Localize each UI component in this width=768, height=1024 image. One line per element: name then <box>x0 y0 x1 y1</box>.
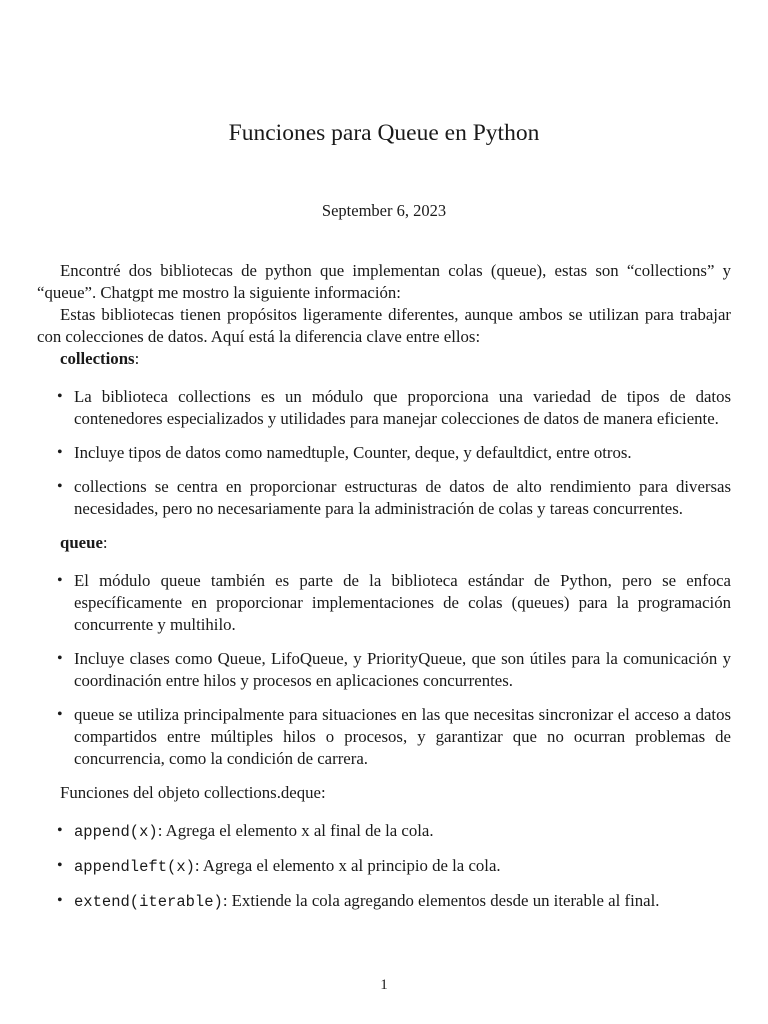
bullet-icon: • <box>57 650 63 667</box>
list-item-text: collections se centra en proporcionar estructuras de datos de alto rendimiento para diversas necesidades, pero no necesariamente para la administración de colas y tareas concurrentes. <box>74 477 731 518</box>
list-item <box>37 890 731 913</box>
function-description: : Agrega el elemento x al final de la cola. <box>157 821 434 840</box>
queue-heading <box>37 532 731 554</box>
list-item <box>37 855 731 878</box>
bullet-icon: • <box>57 478 63 495</box>
list-item <box>37 476 731 520</box>
bullet-icon: • <box>57 444 63 461</box>
function-code: extend(iterable) <box>74 893 223 911</box>
list-item <box>37 386 731 430</box>
collections-list <box>37 386 731 520</box>
list-item <box>37 442 731 464</box>
page-number: 1 <box>380 977 388 993</box>
deque-functions-list <box>37 820 731 913</box>
intro-paragraph-2: Estas bibliotecas tienen propósitos ligeramente diferentes, aunque ambos se utilizan para trabajar con colecciones de datos. Aquí está la diferencia clave entre ellos: <box>37 305 731 346</box>
list-item <box>37 704 731 770</box>
bullet-icon: • <box>57 857 63 874</box>
bullet-icon: • <box>57 572 63 589</box>
collections-heading <box>37 348 731 370</box>
document-body <box>37 260 731 925</box>
list-item-text: La biblioteca collections es un módulo que proporciona una variedad de tipos de datos contenedores especializados y utilidades para manejar colecciones de datos de manera eficiente. <box>74 387 731 428</box>
queue-colon: : <box>102 533 108 552</box>
collections-label: collections <box>60 349 135 368</box>
function-code: append(x) <box>74 823 158 841</box>
list-item <box>37 820 731 843</box>
bullet-icon: • <box>57 388 63 405</box>
bullet-icon: • <box>57 706 63 723</box>
bullet-icon: • <box>57 892 63 909</box>
queue-label: queue <box>60 533 103 552</box>
intro-paragraph-1: Encontré dos bibliotecas de python que implementan colas (queue), estas son “collections” y “queue”. Chatgpt me mostro la siguiente información: <box>37 261 731 302</box>
deque-heading: Funciones del objeto collections.deque: <box>60 783 326 802</box>
function-description: : Extiende la cola agregando elementos desde un iterable al final. <box>222 891 660 910</box>
function-description: : Agrega el elemento x al principio de la cola. <box>194 856 501 875</box>
function-code: appendleft(x) <box>74 858 195 876</box>
queue-list <box>37 570 731 770</box>
document-title: Funciones para Queue en Python <box>228 120 540 146</box>
list-item-text: queue se utiliza principalmente para situaciones en las que necesitas sincronizar el acceso a datos compartidos entre múltiples hilos o procesos, y garantizar que no ocurran problemas de concurrencia, como la condición de carrera. <box>74 705 731 768</box>
list-item <box>37 570 731 636</box>
collections-colon: : <box>134 349 140 368</box>
bullet-icon: • <box>57 822 63 839</box>
list-item <box>37 648 731 692</box>
list-item-text: El módulo queue también es parte de la biblioteca estándar de Python, pero se enfoca específicamente en proporcionar implementaciones de colas (queues) para la programación concurrente y multihilo. <box>74 571 731 634</box>
document-date: September 6, 2023 <box>321 201 447 220</box>
list-item-text: Incluye tipos de datos como namedtuple, Counter, deque, y defaultdict, entre otros. <box>74 443 632 462</box>
list-item-text: Incluye clases como Queue, LifoQueue, y PriorityQueue, que son útiles para la comunicación y coordinación entre hilos y procesos en aplicaciones concurrentes. <box>74 649 731 690</box>
